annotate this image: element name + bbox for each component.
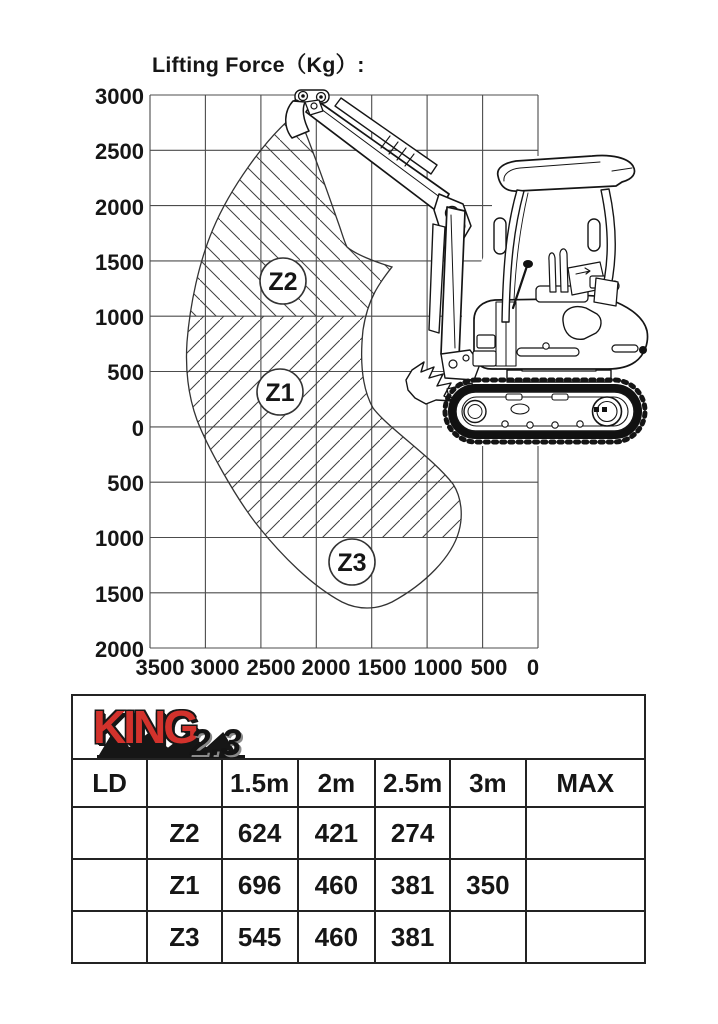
y-tick-label: 2000 [95, 637, 144, 662]
table-cell: 274 [375, 807, 450, 859]
header-cell: 2m [298, 759, 375, 807]
y-tick-label: 0 [131, 416, 144, 441]
table-cell: Z3 [147, 911, 221, 963]
y-tick-label: 1000 [95, 305, 144, 330]
model-number: 2.3 [190, 722, 242, 759]
machine-body [473, 296, 648, 369]
table-header-row [72, 759, 645, 807]
y-tick-label: 1500 [95, 250, 144, 275]
x-tick-label: 3000 [190, 655, 240, 680]
x-tick-label: 3500 [135, 655, 185, 680]
zone-z2-label: Z2 [268, 268, 298, 296]
table-cell: 460 [298, 911, 375, 963]
x-tick-label: 500 [470, 655, 508, 680]
brand-name: KING [93, 701, 196, 753]
y-tick-label: 500 [107, 471, 144, 496]
table-cell: 421 [298, 807, 375, 859]
bucket [286, 101, 309, 138]
table-row-z3 [72, 911, 645, 963]
table-cell [526, 859, 646, 911]
table-cell: Z2 [147, 807, 221, 859]
table-row-z2 [72, 807, 645, 859]
table-cell: Z1 [147, 859, 221, 911]
zone-z2-marker [260, 258, 306, 304]
y-tick-label: 1000 [95, 526, 144, 551]
y-tick-label: 500 [107, 360, 144, 385]
x-tick-label: 1000 [413, 655, 463, 680]
header-cell: 2.5m [375, 759, 450, 807]
table-cell: 696 [222, 859, 298, 911]
y-tick-label: 2500 [95, 139, 144, 164]
table-cell [450, 911, 525, 963]
header-cell: 1.5m [222, 759, 298, 807]
zone-z1-marker [257, 369, 303, 415]
header-cell: MAX [526, 759, 646, 807]
x-tick-label: 2500 [246, 655, 296, 680]
table-cell: 624 [222, 807, 298, 859]
table-cell: 460 [298, 859, 375, 911]
y-tick-label: 3000 [95, 84, 144, 109]
x-tick-label: 0 [526, 655, 540, 680]
table-cell [72, 807, 147, 859]
x-axis [136, 655, 540, 680]
table-cell: 545 [222, 911, 298, 963]
table-cell: 381 [375, 911, 450, 963]
canopy-roof [498, 155, 635, 191]
table-cell: 381 [375, 859, 450, 911]
table-cell [526, 807, 646, 859]
x-tick-label: 2000 [301, 655, 351, 680]
table-cell [526, 911, 646, 963]
zone-z1-label: Z1 [265, 379, 295, 407]
zone-z3-label: Z3 [337, 549, 367, 577]
y-tick-label: 2000 [95, 195, 144, 220]
table-cell [72, 859, 147, 911]
header-cell: LD [72, 759, 147, 807]
header-cell [147, 759, 221, 807]
x-tick-label: 1500 [357, 655, 407, 680]
lifting-capacity-table [71, 694, 646, 964]
y-axis [95, 84, 144, 662]
table-cell [450, 807, 525, 859]
chart-title: Lifting Force（Kg）: [152, 53, 365, 77]
brand-logo [73, 696, 644, 758]
table-cell [72, 911, 147, 963]
header-cell: 3m [450, 759, 525, 807]
zone-z3-marker [329, 539, 375, 585]
table-cell: 350 [450, 859, 525, 911]
table-row-z1 [72, 859, 645, 911]
y-tick-label: 1500 [95, 582, 144, 607]
